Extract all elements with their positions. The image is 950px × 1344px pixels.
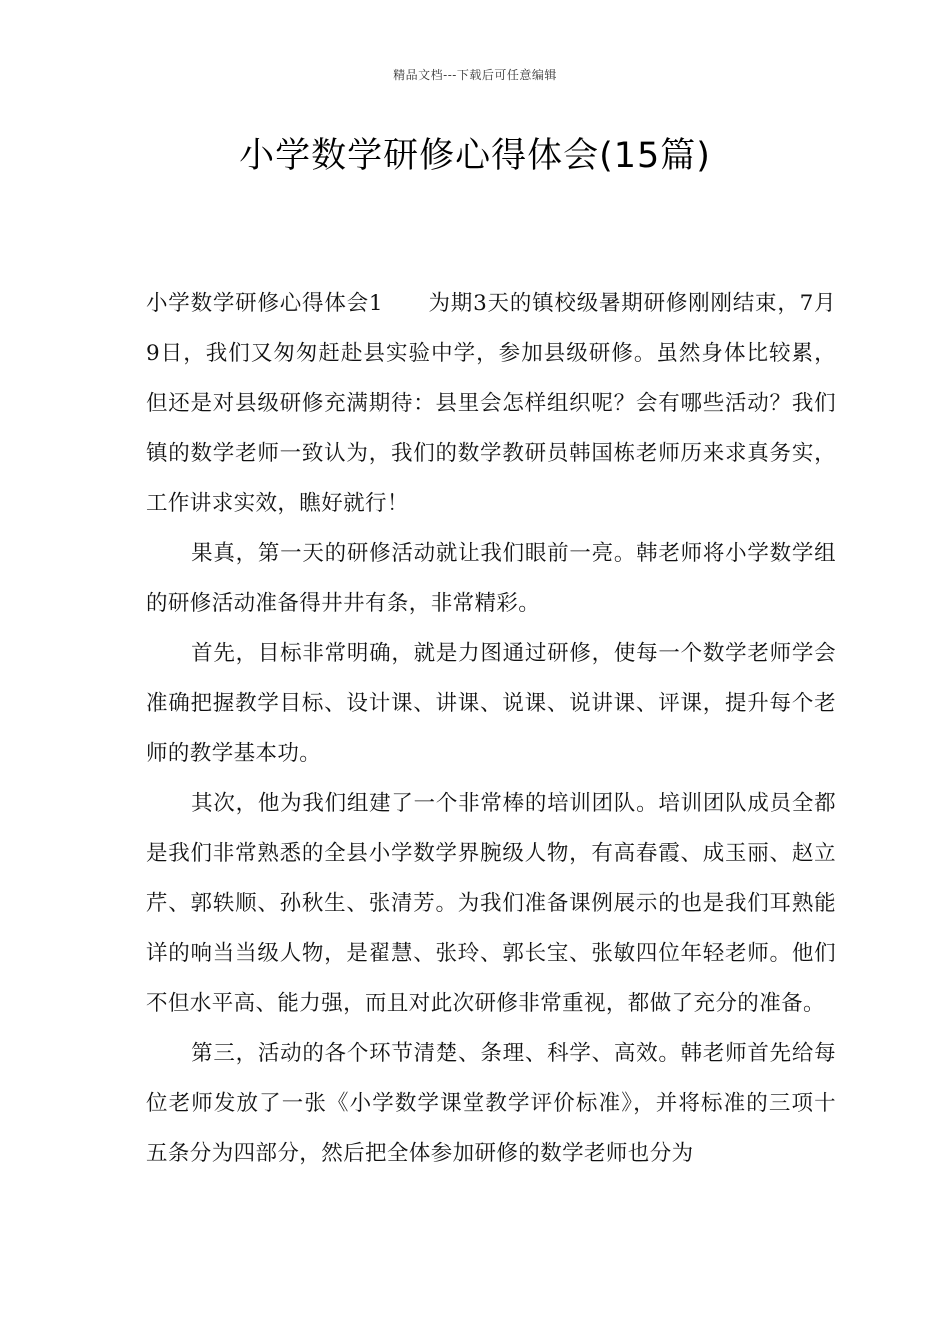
paragraph-2: 果真，第一天的研修活动就让我们眼前一亮。韩老师将小学数学组的研修活动准备得井井有条，非常精彩。 — [146, 541, 836, 616]
paragraph-1 — [146, 279, 836, 529]
paragraph-3: 首先，目标非常明确，就是力图通过研修，使每一个数学老师学会准确把握教学目标、设计课、讲课、说课、说讲课、评课，提升每个老师的教学基本功。 — [146, 641, 836, 766]
document-body — [146, 279, 836, 1179]
paragraph-5: 第三，活动的各个环节清楚、条理、科学、高效。韩老师首先给每位老师发放了一张《小学数学课堂教学评价标准》，并将标准的三项十五条分为四部分，然后把全体参加研修的数学老师也分为 — [146, 1041, 836, 1166]
article-number-label: 小学数学研修心得体会1 — [146, 291, 383, 316]
paragraph-4: 其次，他为我们组建了一个非常棒的培训团队。培训团队成员全都是我们非常熟悉的全县小学数学界腕级人物，有高春霞、成玉丽、赵立芹、郭轶顺、孙秋生、张清芳。为我们准备课例展示的也是我们耳熟能详的响当当级人物，是翟慧、张玲、郭长宝、张敏四位年轻老师。他们不但水平高、能力强，而且对此次研修非常重视，都做了充分的准备。 — [146, 791, 836, 1016]
paragraph-1-text: 为期3天的镇校级暑期研修刚刚结束，7月9日，我们又匆匆赶赴县实验中学，参加县级研修。虽然身体比较累，但还是对县级研修充满期待：县里会怎样组织呢？会有哪些活动？我们镇的数学老师一致认为，我们的数学教研员韩国栋老师历来求真务实，工作讲求实效，瞧好就行！ — [146, 291, 836, 516]
header-watermark: 精品文档---下载后可任意编辑 — [393, 68, 557, 82]
document-title: 小学数学研修心得体会(15篇) — [239, 136, 711, 176]
